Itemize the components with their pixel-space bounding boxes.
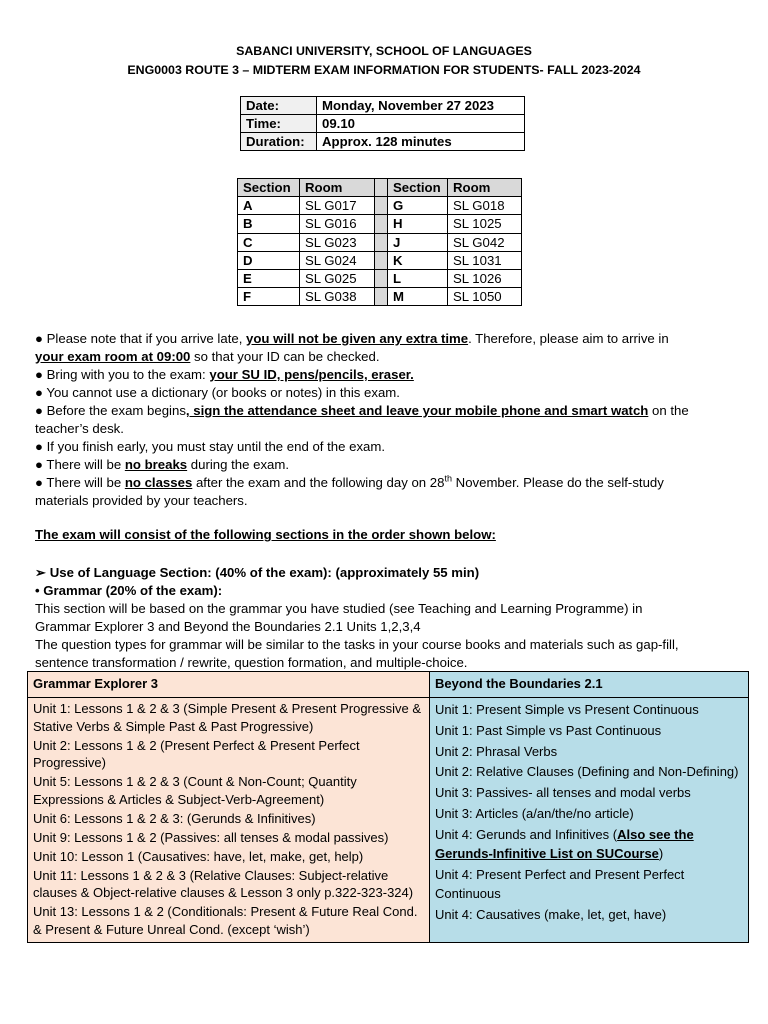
section-cell: D [238,251,300,269]
rule-emphasis: you will not be given any extra time [246,331,469,346]
grammar-text-line: This section will be based on the grammar you have studied (see Teaching and Learning Programme) in [35,601,643,616]
exam-info-table [240,96,525,151]
units-header-row [28,672,749,698]
rule-no-dictionary: ● You cannot use a dictionary (or books or notes) in this exam. [35,385,400,400]
rule-text: so that your ID can be checked. [190,349,380,364]
beyond-boundaries-units [430,698,749,943]
room-cell: SL 1025 [448,215,522,233]
rule-late-arrival [35,330,735,366]
room-table [237,178,522,306]
info-label: Time: [241,115,317,133]
grammar-explorer-units [28,698,430,943]
units-content-row [28,698,749,943]
section-cell: J [388,233,448,251]
rule-emphasis: your SU ID, pens/pencils, eraser. [209,367,414,382]
rule-text: ● Bring with you to the exam: [35,367,210,382]
room-cell: SL 1050 [448,288,522,306]
room-row [238,215,522,233]
unit-item-gerunds [435,825,743,864]
rule-text: . Therefore, please aim to arrive in [468,331,669,346]
sections-heading: The exam will consist of the following sections in the order shown below: [35,527,496,542]
section-cell: H [388,215,448,233]
unit-item: Unit 9: Lessons 1 & 2 (Passives: all tenses & modal passives) [33,829,389,845]
room-row [238,270,522,288]
unit-item: Unit 2: Lessons 1 & 2 (Present Perfect & Present Perfect Progressive) [33,737,360,770]
section-cell: C [238,233,300,251]
rule-emphasis: , sign the attendance sheet and leave your mobile phone and smart watch [185,403,649,418]
rule-bring-items [35,366,735,384]
column-header: Section [388,179,448,197]
info-value: Approx. 128 minutes [317,133,525,151]
rule-attendance [35,402,735,438]
unit-item: Unit 2: Phrasal Verbs [435,743,558,759]
info-label: Date: [241,97,317,115]
info-row-duration [241,133,525,151]
unit-item: Unit 3: Passives- all tenses and modal verbs [435,785,691,801]
rule-text: ● Please note that if you arrive late, [35,331,247,346]
unit-item: Unit 4: Present Perfect and Present Perfect Continuous [435,866,685,902]
room-cell: SL G016 [300,215,375,233]
column-header: Section [238,179,300,197]
section-cell: M [388,288,448,306]
room-cell: SL G023 [300,233,375,251]
grammar-text-line: The question types for grammar will be similar to the tasks in your course books and materials such as gap-fill, [35,637,679,652]
room-cell: SL 1031 [448,251,522,269]
use-of-language-heading: ➢ Use of Language Section: (40% of the exam): (approximately 55 min) [35,565,480,580]
section-cell: A [238,197,300,215]
rule-no-classes [35,474,735,510]
section-cell: E [238,270,300,288]
info-value: Monday, November 27 2023 [317,97,525,115]
column-header-beyond-boundaries: Beyond the Boundaries 2.1 [430,672,749,698]
exam-rules [35,330,735,510]
section-cell: K [388,251,448,269]
unit-text: Unit 4: Gerunds and Infinitives ( [435,826,618,842]
room-cell: SL G017 [300,197,375,215]
rule-no-breaks [35,456,735,474]
column-header: Room [448,179,522,197]
room-cell: SL 1026 [448,270,522,288]
unit-item: Unit 5: Lessons 1 & 2 & 3 (Count & Non-Count; Quantity Expressions & Articles & Subject-Verb-Agreement) [33,774,357,807]
rule-text: on the [648,403,689,418]
rule-text: ● There will be [35,457,125,472]
grammar-description [35,600,735,672]
unit-item: Unit 13: Lessons 1 & 2 (Conditionals: Present & Future Real Cond. & Present & Future Unreal Cond. (except ‘wish’) [33,904,418,937]
rule-text: ● Before the exam begins [35,403,186,418]
room-cell: SL G024 [300,251,375,269]
unit-item: Unit 2: Relative Clauses (Defining and Non-Defining) [435,764,739,780]
room-row [238,233,522,251]
room-header-row [238,179,522,197]
rule-text: during the exam. [187,457,290,472]
column-gap [375,215,388,233]
info-value: 09.10 [317,115,525,133]
rule-text: after the exam and the following day on 28 [192,475,445,490]
unit-item: Unit 1: Lessons 1 & 2 & 3 (Simple Present & Present Progressive & Stative Verbs & Simple Past & Past Progressive) [33,701,422,734]
rule-finish-early: ● If you finish early, you must stay until the end of the exam. [35,439,386,454]
section-cell: B [238,215,300,233]
unit-item: Unit 1: Present Simple vs Present Continuous [435,702,699,717]
column-gap [375,179,388,197]
column-header: Room [300,179,375,197]
rule-emphasis: your exam room at 09:00 [35,349,191,364]
unit-text: ) [658,846,664,862]
units-table [27,671,749,943]
unit-item: Unit 11: Lessons 1 & 2 & 3 (Relative Clauses: Subject-relative clauses & Object-relative clauses & Lesson 3 only p.322-323-324) [33,867,414,900]
rule-emphasis: no classes [124,475,193,490]
grammar-text-line: Grammar Explorer 3 and Beyond the Boundaries 2.1 Units 1,2,3,4 [35,619,421,634]
column-gap [375,251,388,269]
room-cell: SL G025 [300,270,375,288]
rule-text: ● There will be [35,475,125,490]
sucourse-reference: Also see the Gerunds-Infinitive List on SUCourse [435,826,694,862]
unit-item: Unit 10: Lesson 1 (Causatives: have, let, make, get, help) [33,848,364,864]
room-cell: SL G018 [448,197,522,215]
rule-text: materials provided by your teachers. [35,493,248,508]
unit-item: Unit 1: Past Simple vs Past Continuous [435,722,662,738]
doc-title-line1: SABANCI UNIVERSITY, SCHOOL OF LANGUAGES [236,44,532,58]
room-cell: SL G038 [300,288,375,306]
section-cell: F [238,288,300,306]
unit-item: Unit 6: Lessons 1 & 2 & 3: (Gerunds & Infinitives) [33,810,316,826]
room-cell: SL G042 [448,233,522,251]
grammar-text-line: sentence transformation / rewrite, question formation, and multiple-choice. [35,655,468,670]
room-row [238,288,522,306]
rule-superscript: th [444,473,452,484]
rule-text: November. Please do the self-study [452,475,664,490]
unit-item: Unit 4: Causatives (make, let, get, have) [435,906,667,922]
room-row [238,197,522,215]
section-cell: G [388,197,448,215]
doc-title-line2: ENG0003 ROUTE 3 – MIDTERM EXAM INFORMATION FOR STUDENTS- FALL 2023-2024 [127,63,641,77]
column-gap [375,288,388,306]
room-row [238,251,522,269]
info-label: Duration: [241,133,317,151]
rule-text: teacher’s desk. [35,421,124,436]
column-gap [375,197,388,215]
rule-emphasis: no breaks [124,457,188,472]
info-row-time [241,115,525,133]
grammar-heading: • Grammar (20% of the exam): [35,583,223,598]
column-header-grammar-explorer: Grammar Explorer 3 [28,672,430,698]
info-row-date [241,97,525,115]
unit-item: Unit 3: Articles (a/an/the/no article) [435,805,634,821]
section-cell: L [388,270,448,288]
column-gap [375,233,388,251]
column-gap [375,270,388,288]
